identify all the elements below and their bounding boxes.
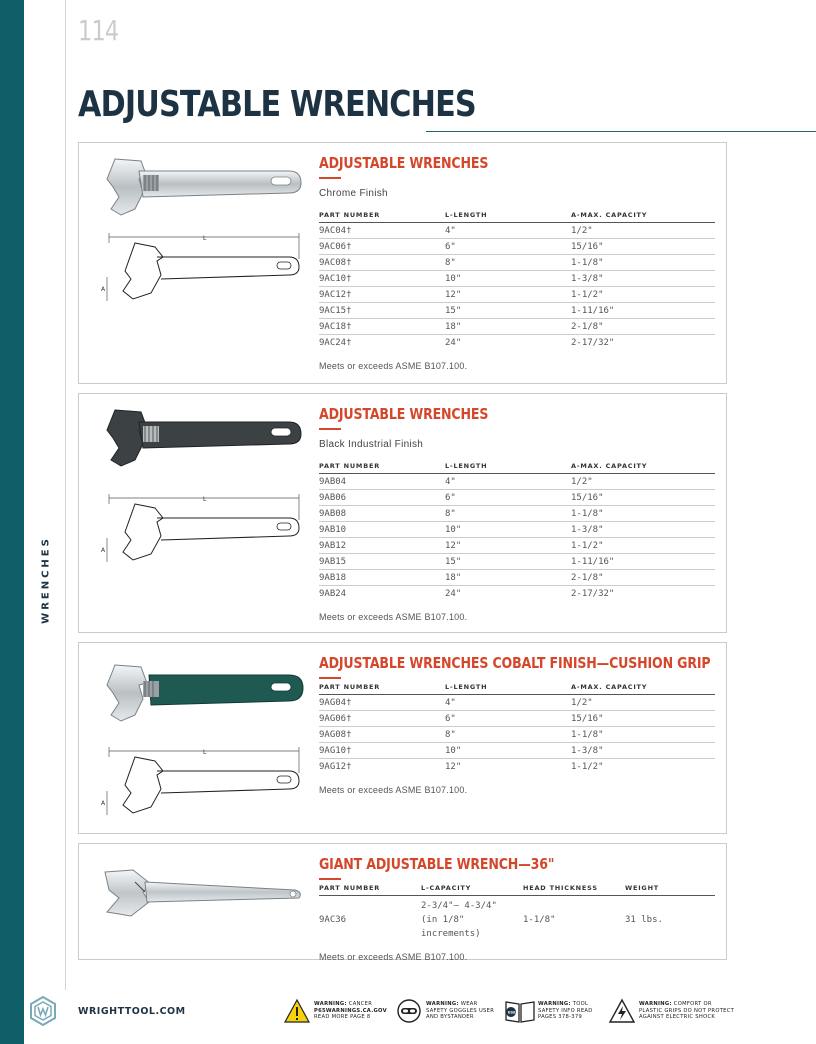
section-accent-rule [319, 428, 341, 430]
table-cell: 8" [445, 727, 571, 743]
spec-table [319, 211, 715, 351]
section-title: ADJUSTABLE WRENCHES [319, 405, 489, 423]
table-cell: 9AB08 [319, 506, 445, 522]
table-row [319, 743, 715, 759]
table-row [319, 896, 715, 945]
table-cell: 15" [445, 303, 571, 319]
table-row [319, 335, 715, 351]
spec-table [319, 462, 715, 602]
table-cell: 2-17/32" [571, 588, 615, 599]
product-card-chrome [78, 142, 727, 384]
table-cell: 9AG06† [319, 711, 445, 727]
table-cell: 4" [445, 695, 571, 711]
cobalt-wrench-photo [99, 663, 305, 725]
section-accent-rule [319, 878, 341, 880]
table-cell: 1-1/2" [571, 538, 715, 554]
table-cell: 4" [445, 223, 571, 239]
table-row [319, 490, 715, 506]
table-cell: 10" [445, 271, 571, 287]
wrench-dimension-diagram [99, 743, 305, 823]
table-cell: 31 lbs. [625, 915, 663, 925]
column-header: L-LENGTH [445, 211, 571, 223]
table-row [319, 711, 715, 727]
tool-book-badge: USE [507, 1010, 516, 1015]
table-cell: 1/2" [571, 695, 715, 711]
table-cell: 1/2" [571, 474, 715, 490]
table-cell: 9AC36 [319, 915, 347, 925]
warning-line: AND BYSTANDER [426, 1014, 474, 1020]
column-header: A-MAX. CAPACITY [571, 683, 715, 695]
section-title: GIANT ADJUSTABLE WRENCH—36" [319, 855, 555, 873]
standards-note: Meets or exceeds ASME B107.100. [319, 784, 468, 795]
table-row [319, 570, 715, 586]
standards-note: Meets or exceeds ASME B107.100. [319, 952, 468, 962]
safety-goggles-icon [396, 998, 422, 1024]
table-cell: 24" [445, 588, 462, 599]
table-cell: 12" [445, 761, 462, 772]
table-cell: 24" [445, 337, 462, 348]
product-card-giant [78, 843, 727, 960]
table-cell: 12" [445, 287, 571, 303]
column-header: A-MAX. CAPACITY [571, 462, 715, 474]
spec-table [319, 884, 715, 944]
table-cell: 9AG12† [319, 761, 352, 772]
page-title: ADJUSTABLE WRENCHES [78, 84, 476, 125]
spec-table-body [319, 695, 715, 775]
table-cell: 12" [445, 538, 571, 554]
table-row [319, 522, 715, 538]
spec-table-body [319, 223, 715, 351]
length-label: L [203, 496, 207, 503]
section-subtitle: Chrome Finish [319, 188, 388, 199]
warning-title: WARNING: [639, 1001, 672, 1007]
electric-shock-icon [609, 998, 635, 1024]
section-title: ADJUSTABLE WRENCHES COBALT FINISH—CUSHION GRIP [319, 654, 711, 672]
table-cell: 9AC15† [319, 303, 445, 319]
capacity-label: A [101, 286, 106, 293]
warning-line: TOOL [572, 1001, 589, 1007]
section-title: ADJUSTABLE WRENCHES [319, 154, 489, 172]
title-rule [426, 131, 816, 132]
chrome-wrench-photo [99, 157, 305, 219]
capacity-label: A [101, 800, 106, 807]
table-cell: 2-17/32" [571, 337, 615, 348]
spec-table-body [319, 474, 715, 602]
table-cell: 15/16" [571, 711, 715, 727]
table-cell: 15/16" [571, 239, 715, 255]
table-cell: 9AC12† [319, 287, 445, 303]
warning-line: AGAINST ELECTRIC SHOCK [639, 1014, 716, 1020]
section-subtitle: Black Industrial Finish [319, 439, 424, 450]
table-row [319, 223, 715, 239]
wrench-dimension-diagram [99, 490, 305, 570]
table-cell: 1-1/8" [571, 255, 715, 271]
standards-note: Meets or exceeds ASME B107.100. [319, 611, 468, 622]
spec-table-body [319, 896, 715, 945]
column-header: L-LENGTH [445, 462, 571, 474]
page-number: 114 [78, 14, 119, 47]
table-cell: 9AC08† [319, 255, 445, 271]
product-card-cobalt [78, 642, 727, 834]
table-cell: 1-11/16" [571, 554, 715, 570]
table-row [319, 255, 715, 271]
warning-line: PAGES 378-379 [538, 1014, 583, 1020]
table-cell: 10" [445, 522, 571, 538]
table-cell: 10" [445, 743, 571, 759]
table-row [319, 474, 715, 490]
table-cell: 6" [445, 711, 571, 727]
column-header: PART NUMBER [319, 683, 445, 695]
section-accent-rule [319, 677, 341, 679]
table-cell: 15" [445, 554, 571, 570]
sidebar-divider [65, 0, 66, 990]
spec-table [319, 683, 715, 775]
column-header: PART NUMBER [319, 884, 421, 896]
table-cell: 8" [445, 506, 571, 522]
table-row [319, 239, 715, 255]
table-cell: 8" [445, 255, 571, 271]
table-row [319, 303, 715, 319]
table-row [319, 554, 715, 570]
sidebar-band [0, 0, 24, 1044]
standards-note: Meets or exceeds ASME B107.100. [319, 360, 468, 371]
table-cell: 9AB10 [319, 522, 445, 538]
table-row [319, 287, 715, 303]
table-cell: 18" [445, 319, 571, 335]
warning-title: WARNING: [538, 1001, 571, 1007]
table-cell: 1-1/2" [571, 761, 604, 772]
table-cell: 9AB06 [319, 490, 445, 506]
column-header: WEIGHT [625, 884, 715, 896]
giant-wrench-photo [99, 862, 305, 922]
table-cell: 9AB24 [319, 588, 347, 599]
warning-line: WEAR [460, 1001, 478, 1007]
table-cell: 9AC10† [319, 271, 445, 287]
column-header: HEAD THICKNESS [523, 884, 625, 896]
table-row [319, 271, 715, 287]
warning-line: CANCER [348, 1001, 373, 1007]
table-cell: 9AG04† [319, 695, 445, 711]
wrench-dimension-diagram [99, 229, 305, 309]
table-cell: 9AC24† [319, 337, 352, 348]
black-wrench-photo [99, 408, 305, 470]
warning-line: PLASTIC GRIPS DO NOT PROTECT [639, 1007, 735, 1014]
product-card-black [78, 393, 727, 633]
table-cell: 15/16" [571, 490, 715, 506]
table-cell: 1-3/8" [571, 743, 715, 759]
column-header: PART NUMBER [319, 462, 445, 474]
capacity-label: A [101, 547, 106, 554]
tool-book-icon [504, 998, 536, 1024]
side-label-text: WRENCHES [40, 536, 52, 624]
warning-line: READ MORE PAGE 8 [314, 1014, 371, 1020]
table-cell: 1-1/8" [571, 506, 715, 522]
table-cell: 18" [445, 570, 571, 586]
table-cell: 1-1/8" [523, 915, 556, 925]
warning-line: SAFETY INFO READ [538, 1007, 593, 1014]
column-header: PART NUMBER [319, 211, 445, 223]
table-cell: 1-11/16" [571, 303, 715, 319]
table-cell: 1-3/8" [571, 522, 715, 538]
side-label [36, 520, 56, 640]
section-accent-rule [319, 177, 341, 179]
table-cell: 4" [445, 474, 571, 490]
table-cell: 6" [445, 239, 571, 255]
table-row [319, 586, 715, 602]
table-row [319, 319, 715, 335]
table-cell: 6" [445, 490, 571, 506]
caution-triangle-icon [284, 998, 310, 1024]
table-cell: 2-1/8" [571, 319, 715, 335]
wright-logo-icon [28, 996, 58, 1026]
table-cell: 9AB15 [319, 554, 445, 570]
warning-line: COMFORT OR [673, 1001, 712, 1007]
table-cell: 1-1/8" [571, 727, 715, 743]
column-header: L-LENGTH [445, 683, 571, 695]
table-cell: 9AC04† [319, 223, 445, 239]
table-row [319, 695, 715, 711]
length-label: L [203, 749, 207, 756]
table-cell: 9AG10† [319, 743, 445, 759]
table-row [319, 727, 715, 743]
table-cell: 9AB12 [319, 538, 445, 554]
table-cell: 9AC18† [319, 319, 445, 335]
warning-line: SAFETY GOGGLES USER [426, 1007, 495, 1014]
table-cell: 9AG08† [319, 727, 445, 743]
warning-line: P65WARNINGS.CA.GOV [314, 1007, 387, 1014]
warning-title: WARNING: [314, 1001, 347, 1007]
website-link[interactable]: WRIGHTTOOL.COM [78, 1006, 186, 1017]
length-label: L [203, 235, 207, 242]
table-cell: 2-3/4"— 4-3/4" (in 1/8" increments) [421, 901, 497, 939]
table-cell: 2-1/8" [571, 570, 715, 586]
table-cell: 9AB04 [319, 474, 445, 490]
table-row [319, 759, 715, 775]
column-header: L-CAPACITY [421, 884, 523, 896]
column-header: A-MAX. CAPACITY [571, 211, 715, 223]
table-cell: 1-1/2" [571, 287, 715, 303]
table-row [319, 538, 715, 554]
table-row [319, 506, 715, 522]
warning-title: WARNING: [426, 1001, 459, 1007]
table-cell: 1-3/8" [571, 271, 715, 287]
table-cell: 9AB18 [319, 570, 445, 586]
table-cell: 9AC06† [319, 239, 445, 255]
table-cell: 1/2" [571, 223, 715, 239]
